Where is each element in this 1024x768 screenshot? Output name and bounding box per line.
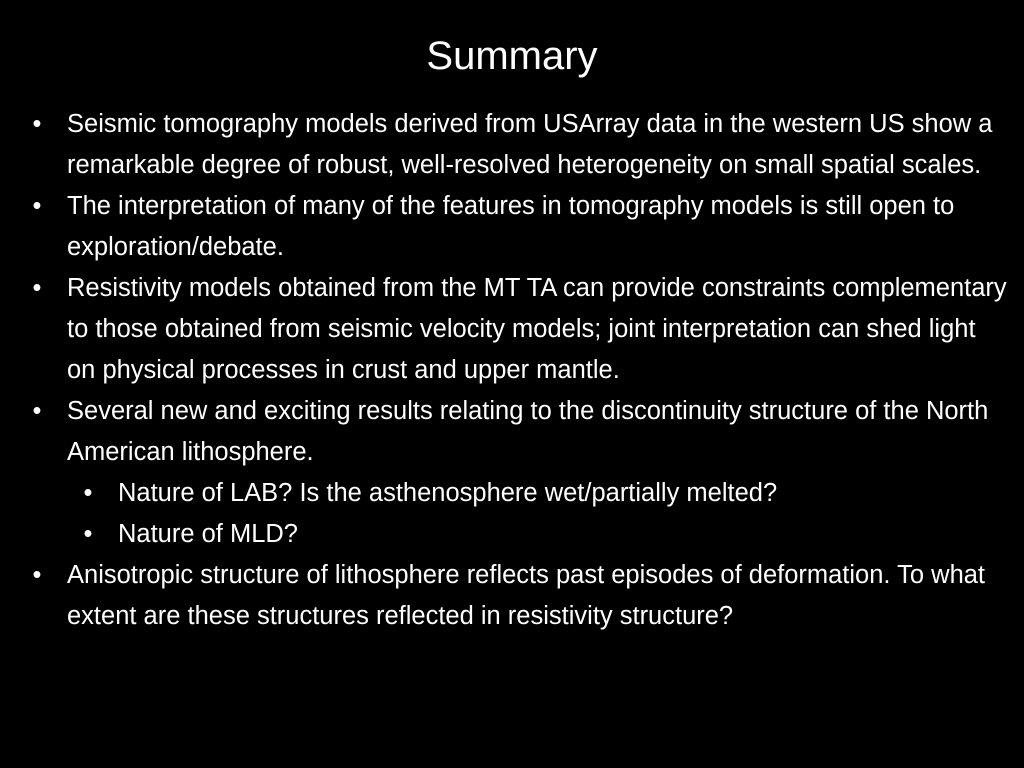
bullet-dot-icon: • bbox=[32, 561, 42, 589]
bullet-dot-icon: • bbox=[83, 520, 93, 548]
bullet-text: Resistivity models obtained from the MT TA can provide constraints complementary to those obtained from seismic velocity models; joint interpretation can shed light on physical processes in crust and upper mantle. bbox=[67, 274, 1007, 384]
bullet-list bbox=[27, 104, 1007, 637]
bullet-text: Several new and exciting results relating to the discontinuity structure of the North American lithosphere. bbox=[67, 397, 989, 466]
bullet-item bbox=[27, 268, 1007, 391]
bullet-dot-icon: • bbox=[32, 192, 42, 220]
bullet-dot-icon: • bbox=[32, 110, 42, 138]
bullet-text: Seismic tomography models derived from USArray data in the western US show a remarkable degree of robust, well-resolved heterogeneity on small spatial scales. bbox=[67, 110, 993, 179]
bullet-item bbox=[27, 391, 1007, 473]
sub-bullet-item bbox=[27, 514, 1007, 555]
sub-bullet-text: Nature of LAB? Is the asthenosphere wet/partially melted? bbox=[118, 479, 778, 507]
bullet-dot-icon: • bbox=[32, 397, 42, 425]
bullet-text: The interpretation of many of the features in tomography models is still open to exploration/debate. bbox=[67, 192, 955, 261]
sub-bullet-item bbox=[27, 473, 1007, 514]
bullet-text: Anisotropic structure of lithosphere reflects past episodes of deformation. To what extent are these structures reflected in resistivity structure? bbox=[67, 561, 986, 630]
bullet-dot-icon: • bbox=[32, 274, 42, 302]
slide-title: Summary bbox=[426, 34, 598, 78]
bullet-item bbox=[27, 104, 1007, 186]
sub-bullet-text: Nature of MLD? bbox=[118, 520, 298, 548]
bullet-item bbox=[27, 555, 1007, 637]
bullet-dot-icon: • bbox=[83, 479, 93, 507]
bullet-item bbox=[27, 186, 1007, 268]
